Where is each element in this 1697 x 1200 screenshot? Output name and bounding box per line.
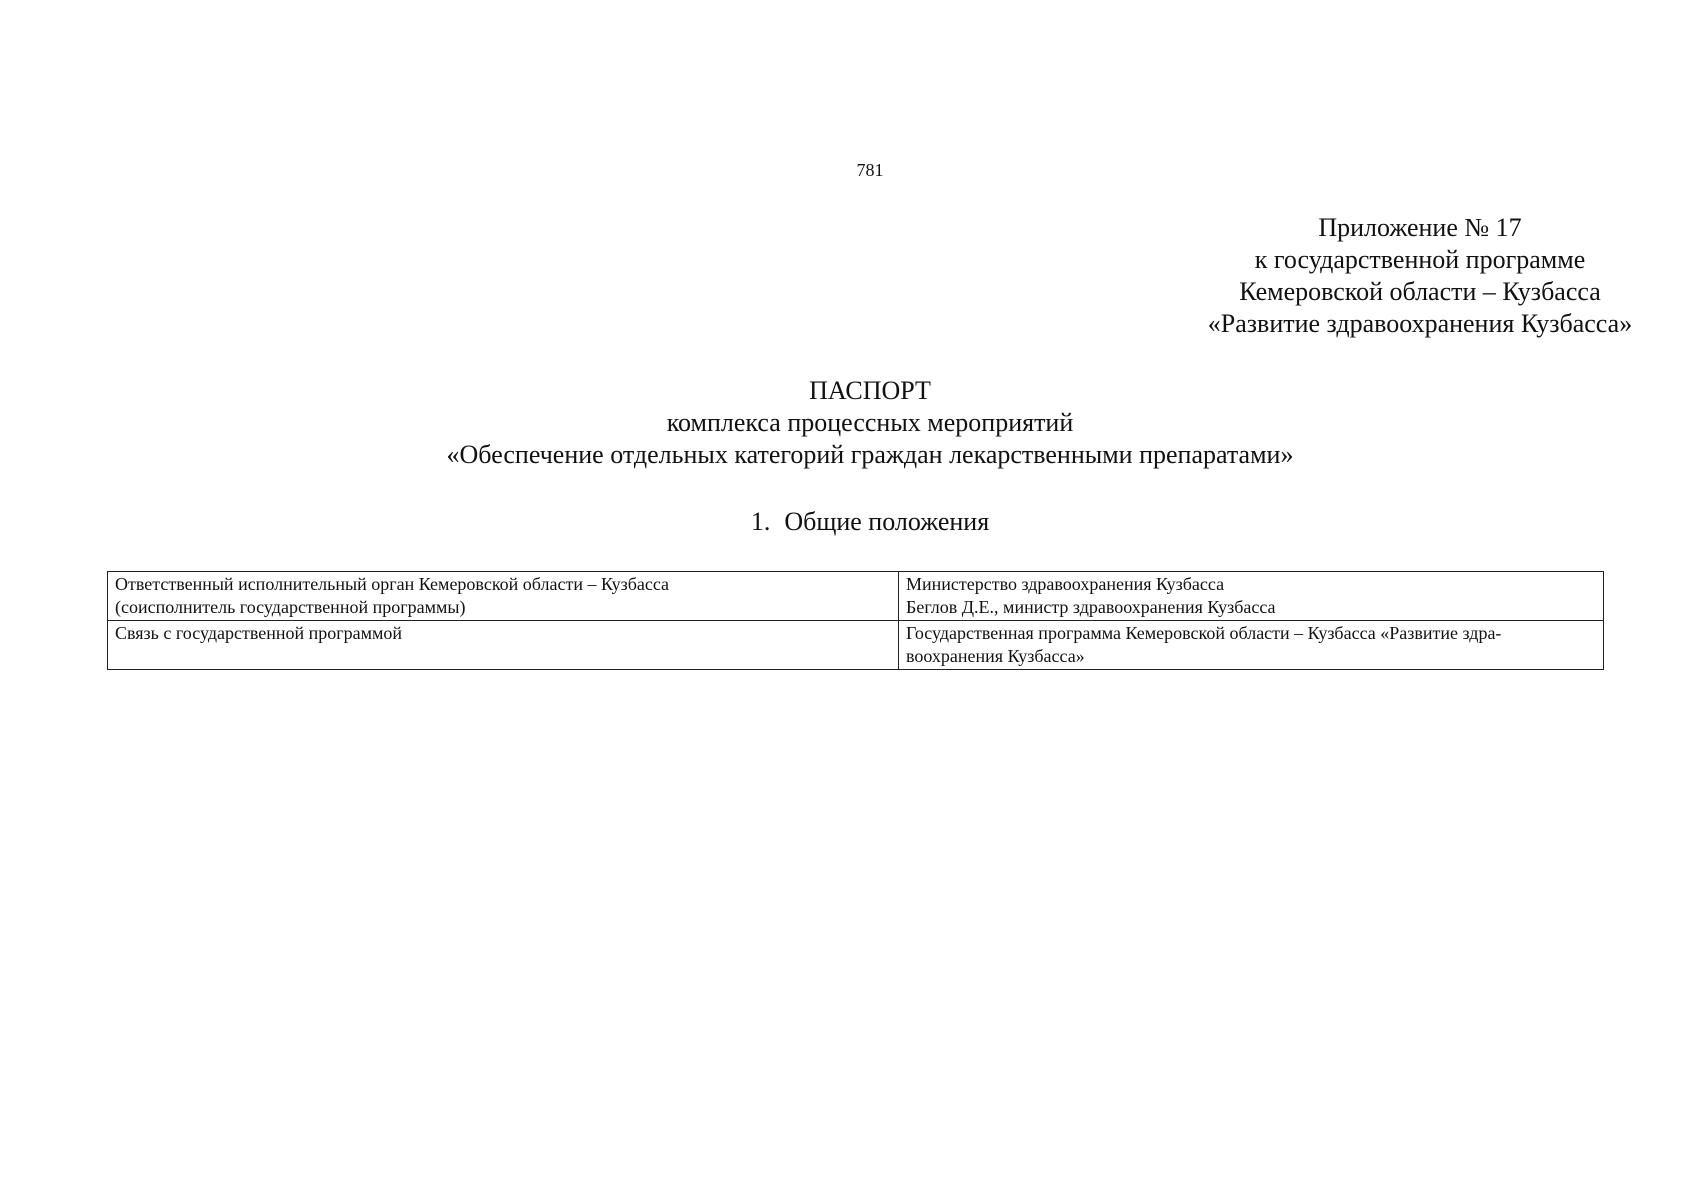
table-cell-label — [108, 572, 899, 621]
appendix-header — [1100, 212, 1697, 340]
cell-line: Государственная программа Кемеровской области – Кузбасса «Развитие здра- — [906, 623, 1502, 643]
section-title: Общие положения — [784, 507, 990, 536]
title-main: ПАСПОРТ — [809, 376, 931, 405]
appendix-line-number: Приложение № 17 — [1318, 213, 1522, 242]
table-cell-value — [899, 621, 1604, 670]
document-title — [0, 375, 1697, 471]
cell-line: Связь с государственной программой — [115, 623, 403, 643]
title-name: «Обеспечение отдельных категорий граждан лекарственными препаратами» — [446, 440, 1294, 469]
cell-line: Беглов Д.Е., министр здравоохранения Кузбасса — [906, 597, 1276, 617]
appendix-line-region: Кемеровской области – Кузбасса — [1239, 277, 1601, 306]
appendix-line-program-name: «Развитие здравоохранения Кузбасса» — [1207, 309, 1633, 338]
cell-line: Ответственный исполнительный орган Кемеровской области – Кузбасса — [115, 574, 670, 594]
cell-line: воохранения Кузбасса» — [906, 646, 1085, 666]
table-row — [108, 621, 1604, 670]
table-cell-label — [108, 621, 899, 670]
section-heading — [0, 506, 1697, 538]
title-subtitle: комплекса процессных мероприятий — [666, 408, 1074, 437]
appendix-line-program: к государственной программе — [1254, 245, 1586, 274]
table-row — [108, 572, 1604, 621]
cell-line: (соисполнитель государственной программы) — [115, 597, 466, 617]
cell-line: Министерство здравоохранения Кузбасса — [906, 574, 1225, 594]
page-number: 781 — [856, 160, 884, 180]
general-provisions-table — [107, 571, 1604, 670]
section-number: 1. — [750, 507, 771, 536]
table-cell-value — [899, 572, 1604, 621]
